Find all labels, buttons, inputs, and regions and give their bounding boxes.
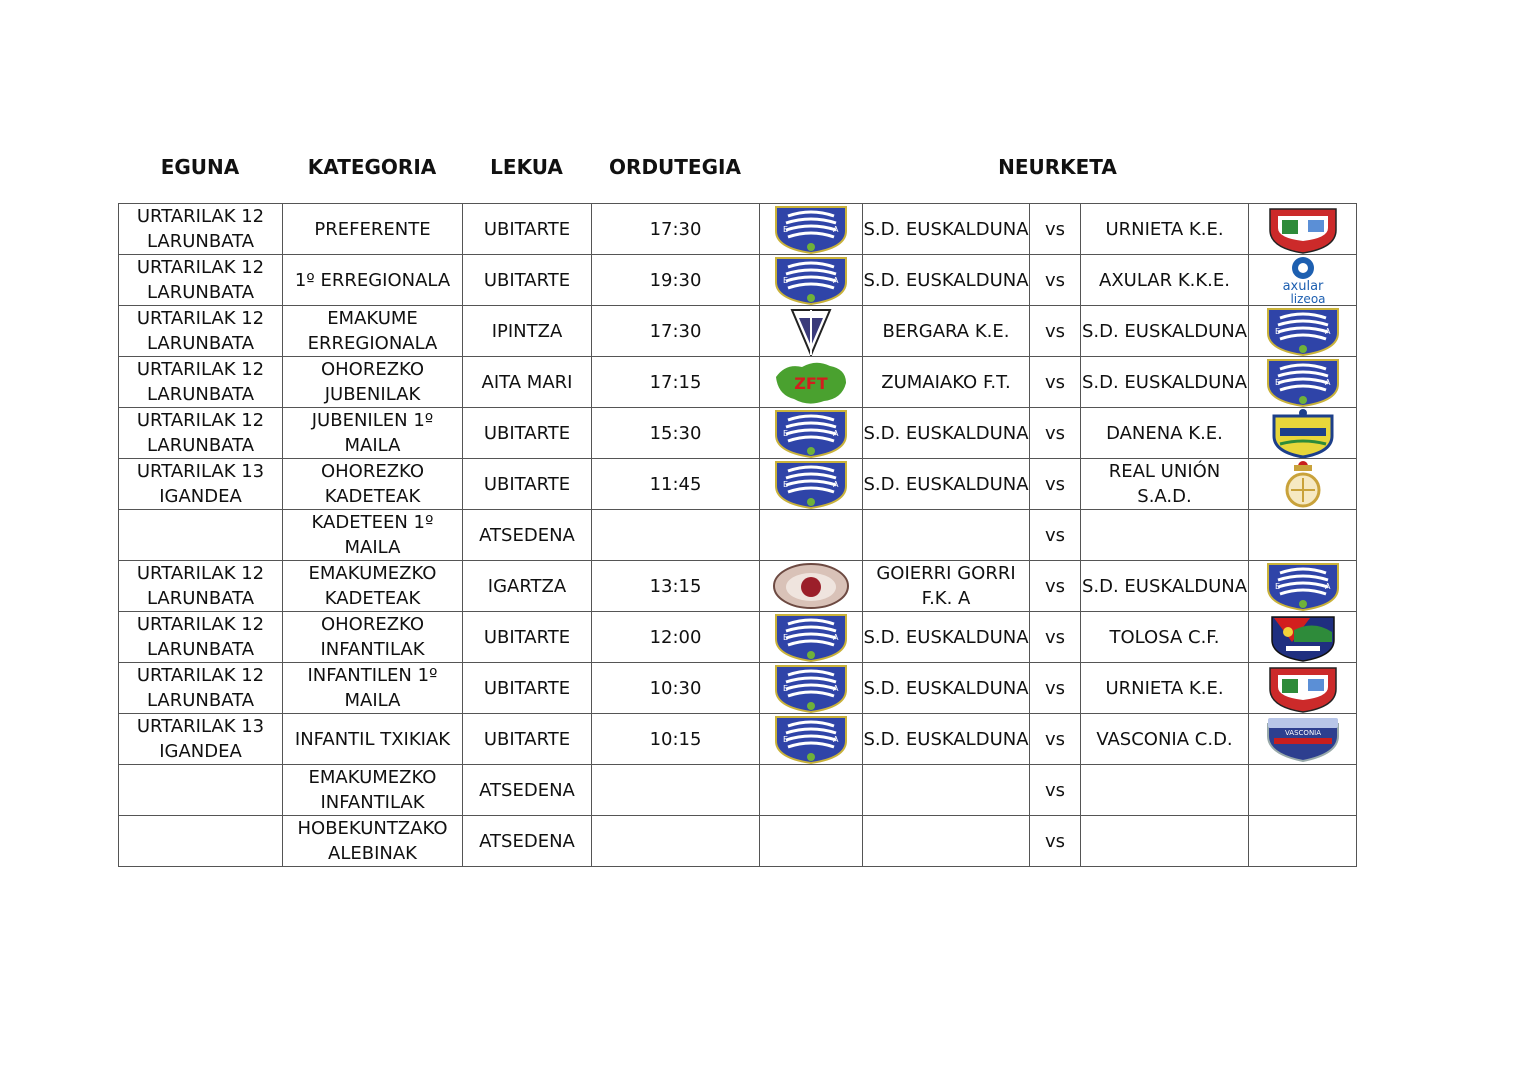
header-neurketa: NEURKETA xyxy=(998,155,1117,179)
cell-home-team: BERGARA K.E. xyxy=(863,306,1030,357)
cell-home-logo xyxy=(760,357,863,408)
cell-vs: vs xyxy=(1030,306,1081,357)
cell-eguna: URTARILAK 12 LARUNBATA xyxy=(119,357,283,408)
table-row xyxy=(119,612,1357,663)
svg-text:E: E xyxy=(783,225,789,234)
table-row xyxy=(119,357,1357,408)
cell-home-team xyxy=(863,765,1030,816)
cell-kategoria: INFANTILEN 1º MAILA xyxy=(283,663,463,714)
cell-home-team: ZUMAIAKO F.T. xyxy=(863,357,1030,408)
cell-ordutegia xyxy=(592,765,760,816)
cell-away-logo xyxy=(1249,663,1357,714)
cell-home-logo xyxy=(760,255,863,306)
cell-away-logo xyxy=(1249,561,1357,612)
cell-home-team: S.D. EUSKALDUNA xyxy=(863,612,1030,663)
euskalduna-shield-icon xyxy=(772,255,850,305)
euskalduna-shield-icon xyxy=(1264,357,1342,407)
cell-kategoria: PREFERENTE xyxy=(283,204,463,255)
cell-ordutegia xyxy=(592,816,760,867)
cell-away-team: S.D. EUSKALDUNA xyxy=(1081,306,1249,357)
cell-away-team xyxy=(1081,510,1249,561)
cell-kategoria: 1º ERREGIONALA xyxy=(283,255,463,306)
cell-away-logo xyxy=(1249,765,1357,816)
cell-ordutegia: 17:30 xyxy=(592,204,760,255)
table-row xyxy=(119,204,1357,255)
cell-vs: vs xyxy=(1030,255,1081,306)
cell-home-team xyxy=(863,510,1030,561)
svg-text:E: E xyxy=(1274,378,1280,387)
cell-kategoria: EMAKUMEZKO INFANTILAK xyxy=(283,765,463,816)
svg-text:E: E xyxy=(783,276,789,285)
cell-away-logo xyxy=(1249,408,1357,459)
svg-text:A: A xyxy=(833,684,839,693)
cell-kategoria: EMAKUME ERREGIONALA xyxy=(283,306,463,357)
cell-ordutegia: 12:00 xyxy=(592,612,760,663)
cell-home-logo xyxy=(760,459,863,510)
cell-vs: vs xyxy=(1030,408,1081,459)
cell-home-logo xyxy=(760,765,863,816)
cell-home-team: S.D. EUSKALDUNA xyxy=(863,255,1030,306)
cell-home-logo xyxy=(760,612,863,663)
cell-home-logo xyxy=(760,204,863,255)
svg-text:axular: axular xyxy=(1282,279,1323,294)
table-row xyxy=(119,306,1357,357)
cell-away-team: VASCONIA C.D. xyxy=(1081,714,1249,765)
euskalduna-shield-icon xyxy=(772,204,850,254)
cell-vs: vs xyxy=(1030,561,1081,612)
cell-lekua: ATSEDENA xyxy=(463,765,592,816)
svg-text:E: E xyxy=(1274,582,1280,591)
cell-away-logo xyxy=(1249,510,1357,561)
svg-text:VASCONIA: VASCONIA xyxy=(1284,729,1321,737)
cell-ordutegia: 10:30 xyxy=(592,663,760,714)
cell-eguna xyxy=(119,765,283,816)
cell-vs: vs xyxy=(1030,612,1081,663)
svg-text:A: A xyxy=(833,225,839,234)
danena-shield-icon xyxy=(1264,408,1342,458)
euskalduna-shield-icon xyxy=(1264,561,1342,611)
cell-away-logo xyxy=(1249,816,1357,867)
cell-away-logo xyxy=(1249,204,1357,255)
svg-text:E: E xyxy=(783,429,789,438)
cell-home-team: S.D. EUSKALDUNA xyxy=(863,408,1030,459)
cell-home-team xyxy=(863,816,1030,867)
cell-home-logo xyxy=(760,663,863,714)
cell-kategoria: OHOREZKO KADETEAK xyxy=(283,459,463,510)
table-row xyxy=(119,816,1357,867)
cell-ordutegia xyxy=(592,510,760,561)
header-eguna: EGUNA xyxy=(160,155,240,179)
cell-away-logo xyxy=(1249,255,1357,306)
cell-kategoria: JUBENILEN 1º MAILA xyxy=(283,408,463,459)
svg-text:A: A xyxy=(833,276,839,285)
urnieta-shield-icon xyxy=(1264,204,1342,254)
cell-ordutegia: 10:15 xyxy=(592,714,760,765)
svg-text:A: A xyxy=(833,633,839,642)
cell-home-team: GOIERRI GORRI F.K. A xyxy=(863,561,1030,612)
cell-eguna: URTARILAK 12 LARUNBATA xyxy=(119,561,283,612)
cell-ordutegia: 13:15 xyxy=(592,561,760,612)
cell-kategoria: INFANTIL TXIKIAK xyxy=(283,714,463,765)
euskalduna-shield-icon xyxy=(772,408,850,458)
svg-text:E: E xyxy=(783,735,789,744)
table-row xyxy=(119,561,1357,612)
cell-away-team: DANENA K.E. xyxy=(1081,408,1249,459)
cell-lekua: IGARTZA xyxy=(463,561,592,612)
cell-away-team: URNIETA K.E. xyxy=(1081,663,1249,714)
bergara-shield-icon xyxy=(772,306,850,356)
euskalduna-shield-icon xyxy=(772,714,850,764)
cell-lekua: UBITARTE xyxy=(463,663,592,714)
cell-ordutegia: 15:30 xyxy=(592,408,760,459)
cell-eguna: URTARILAK 12 LARUNBATA xyxy=(119,255,283,306)
cell-home-logo xyxy=(760,408,863,459)
cell-lekua: ATSEDENA xyxy=(463,816,592,867)
cell-lekua: IPINTZA xyxy=(463,306,592,357)
euskalduna-shield-icon xyxy=(772,612,850,662)
cell-kategoria: OHOREZKO JUBENILAK xyxy=(283,357,463,408)
axular-logo-icon xyxy=(1264,255,1342,305)
cell-vs: vs xyxy=(1030,510,1081,561)
schedule-body xyxy=(119,204,1357,867)
table-row xyxy=(119,663,1357,714)
cell-ordutegia: 17:15 xyxy=(592,357,760,408)
cell-eguna xyxy=(119,510,283,561)
cell-eguna: URTARILAK 13 IGANDEA xyxy=(119,714,283,765)
tolosa-shield-icon xyxy=(1264,612,1342,662)
cell-ordutegia: 19:30 xyxy=(592,255,760,306)
realunion-crest-icon xyxy=(1264,459,1342,509)
svg-text:E: E xyxy=(1274,327,1280,336)
svg-text:A: A xyxy=(833,429,839,438)
cell-kategoria: EMAKUMEZKO KADETEAK xyxy=(283,561,463,612)
cell-lekua: UBITARTE xyxy=(463,459,592,510)
svg-text:E: E xyxy=(783,480,789,489)
cell-away-logo xyxy=(1249,459,1357,510)
cell-kategoria: OHOREZKO INFANTILAK xyxy=(283,612,463,663)
cell-vs: vs xyxy=(1030,459,1081,510)
cell-away-logo xyxy=(1249,357,1357,408)
euskalduna-shield-icon xyxy=(1264,306,1342,356)
table-row xyxy=(119,510,1357,561)
cell-ordutegia: 11:45 xyxy=(592,459,760,510)
cell-away-logo xyxy=(1249,306,1357,357)
table-row xyxy=(119,255,1357,306)
table-row xyxy=(119,408,1357,459)
cell-home-team: S.D. EUSKALDUNA xyxy=(863,204,1030,255)
svg-text:E: E xyxy=(783,633,789,642)
cell-ordutegia: 17:30 xyxy=(592,306,760,357)
cell-away-team: S.D. EUSKALDUNA xyxy=(1081,561,1249,612)
svg-text:E: E xyxy=(783,684,789,693)
svg-text:ZFT: ZFT xyxy=(794,374,828,393)
cell-vs: vs xyxy=(1030,765,1081,816)
svg-text:lizeoa: lizeoa xyxy=(1289,292,1326,305)
cell-home-logo xyxy=(760,561,863,612)
header-ordutegia: ORDUTEGIA xyxy=(609,155,741,179)
cell-eguna: URTARILAK 12 LARUNBATA xyxy=(119,612,283,663)
cell-home-team: S.D. EUSKALDUNA xyxy=(863,714,1030,765)
goierri-badge-icon xyxy=(772,561,850,611)
schedule-table xyxy=(118,203,1357,867)
cell-eguna: URTARILAK 13 IGANDEA xyxy=(119,459,283,510)
header-kategoria: KATEGORIA xyxy=(307,155,437,179)
cell-lekua: UBITARTE xyxy=(463,714,592,765)
svg-text:A: A xyxy=(833,480,839,489)
cell-home-logo xyxy=(760,510,863,561)
cell-vs: vs xyxy=(1030,816,1081,867)
cell-home-logo xyxy=(760,816,863,867)
urnieta-shield-icon xyxy=(1264,663,1342,713)
cell-away-team: AXULAR K.K.E. xyxy=(1081,255,1249,306)
svg-text:A: A xyxy=(833,735,839,744)
cell-eguna: URTARILAK 12 LARUNBATA xyxy=(119,204,283,255)
euskalduna-shield-icon xyxy=(772,663,850,713)
table-row xyxy=(119,765,1357,816)
cell-home-team: S.D. EUSKALDUNA xyxy=(863,459,1030,510)
cell-vs: vs xyxy=(1030,663,1081,714)
cell-lekua: UBITARTE xyxy=(463,612,592,663)
cell-vs: vs xyxy=(1030,357,1081,408)
svg-text:A: A xyxy=(1324,582,1330,591)
zumaia-logo-icon xyxy=(772,357,850,407)
svg-text:A: A xyxy=(1324,378,1330,387)
cell-away-team: REAL UNIÓN S.A.D. xyxy=(1081,459,1249,510)
cell-eguna: URTARILAK 12 LARUNBATA xyxy=(119,408,283,459)
cell-lekua: UBITARTE xyxy=(463,204,592,255)
cell-eguna xyxy=(119,816,283,867)
cell-away-team: URNIETA K.E. xyxy=(1081,204,1249,255)
cell-away-team: TOLOSA C.F. xyxy=(1081,612,1249,663)
cell-kategoria: KADETEEN 1º MAILA xyxy=(283,510,463,561)
cell-away-logo xyxy=(1249,612,1357,663)
cell-lekua: ATSEDENA xyxy=(463,510,592,561)
euskalduna-shield-icon xyxy=(772,459,850,509)
cell-home-logo xyxy=(760,306,863,357)
cell-eguna: URTARILAK 12 LARUNBATA xyxy=(119,663,283,714)
cell-away-team: S.D. EUSKALDUNA xyxy=(1081,357,1249,408)
table-row xyxy=(119,714,1357,765)
cell-lekua: AITA MARI xyxy=(463,357,592,408)
cell-vs: vs xyxy=(1030,714,1081,765)
cell-eguna: URTARILAK 12 LARUNBATA xyxy=(119,306,283,357)
cell-away-logo xyxy=(1249,714,1357,765)
table-row xyxy=(119,459,1357,510)
cell-lekua: UBITARTE xyxy=(463,408,592,459)
cell-kategoria: HOBEKUNTZAKO ALEBINAK xyxy=(283,816,463,867)
cell-away-team xyxy=(1081,816,1249,867)
cell-home-logo xyxy=(760,714,863,765)
header-lekua: LEKUA xyxy=(490,155,563,179)
cell-home-team: S.D. EUSKALDUNA xyxy=(863,663,1030,714)
cell-vs: vs xyxy=(1030,204,1081,255)
svg-text:A: A xyxy=(1324,327,1330,336)
vasconia-shield-icon xyxy=(1264,714,1342,764)
cell-lekua: UBITARTE xyxy=(463,255,592,306)
cell-away-team xyxy=(1081,765,1249,816)
